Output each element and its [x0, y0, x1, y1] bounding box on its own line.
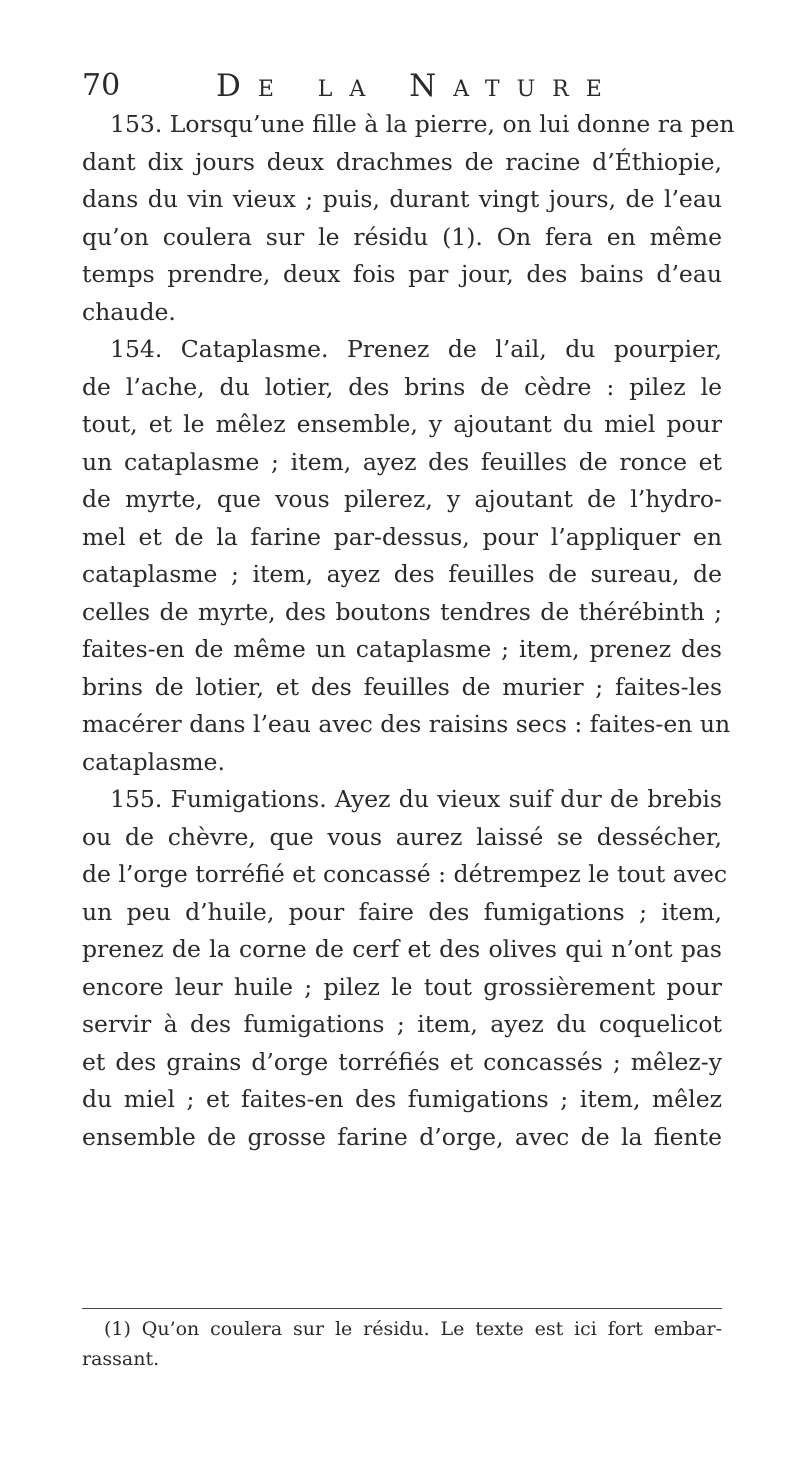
running-head: [82, 66, 722, 106]
text-line: celles de myrte, des boutons tendres de thérébinth ;: [82, 597, 722, 626]
text-line: cataplasme ; item, ayez des feuilles de sureau, de: [82, 560, 722, 588]
text-line: de l’ache, du lotier, des brins de cèdre : pilez le: [82, 372, 722, 401]
text-line: dans du vin vieux ; puis, durant vingt jours, de l’eau: [82, 185, 722, 213]
text-line: faites-en de même un cataplasme ; item, prenez des: [82, 635, 722, 663]
text-line: de myrte, que vous pilerez, y ajoutant de l’hydro-: [82, 485, 722, 513]
text-line: brins de lotier, et des feuilles de murier ; faites-les: [82, 672, 722, 701]
text-line: mel et de la farine par-dessus, pour l’appliquer en: [82, 522, 722, 551]
text-line: prenez de la corne de cerf et des olives qui n’ont pas: [82, 935, 722, 963]
body-text: [82, 106, 735, 1156]
footnote-rule: [82, 1308, 722, 1309]
text-line: cataplasme.: [82, 747, 225, 776]
text-line: encore leur huile ; pilez le tout grossièrement pour: [82, 972, 722, 1001]
footnote: [82, 1314, 722, 1374]
text-line: dant dix jours deux drachmes de racine d’Éthiopie,: [82, 147, 722, 176]
text-line: temps prendre, deux fois par jour, des bains d’eau: [82, 260, 722, 288]
text-line: tout, et le mêlez ensemble, y ajoutant du miel pour: [82, 410, 722, 438]
text-line: un peu d’huile, pour faire des fumigations ; item,: [82, 897, 722, 926]
text-line: 154. Cataplasme. Prenez de l’ail, du pourpier,: [110, 335, 722, 363]
text-line: 153. Lorsqu’une fille à la pierre, on lui donne ra pen: [110, 110, 735, 138]
text-line: 155. Fumigations. Ayez du vieux suif dur de brebis: [110, 785, 722, 813]
footnote-line: rassant.: [82, 1348, 160, 1370]
text-line: du miel ; et faites-en des fumigations ; item, mêlez: [82, 1085, 722, 1113]
running-title: De la Nature: [216, 68, 619, 104]
footnote-line: (1) Qu’on coulera sur le résidu. Le texte est ici fort embar-: [104, 1318, 722, 1340]
page-number: 70: [82, 68, 121, 103]
text-line: de l’orge torréfié et concassé : détrempez le tout avec: [82, 860, 728, 888]
text-line: servir à des fumigations ; item, ayez du coquelicot: [82, 1010, 722, 1038]
text-line: chaude.: [82, 297, 176, 326]
text-line: et des grains d’orge torréfiés et concassés ; mêlez-y: [82, 1047, 722, 1076]
text-line: un cataplasme ; item, ayez des feuilles de ronce et: [82, 447, 722, 476]
text-line: macérer dans l’eau avec des raisins secs : faites-en un: [82, 710, 731, 738]
text-line: ensemble de grosse farine d’orge, avec de la fiente: [82, 1122, 722, 1151]
text-line: qu’on coulera sur le résidu (1). On fera en même: [82, 222, 722, 251]
text-line: ou de chèvre, que vous aurez laissé se dessécher,: [82, 822, 722, 851]
